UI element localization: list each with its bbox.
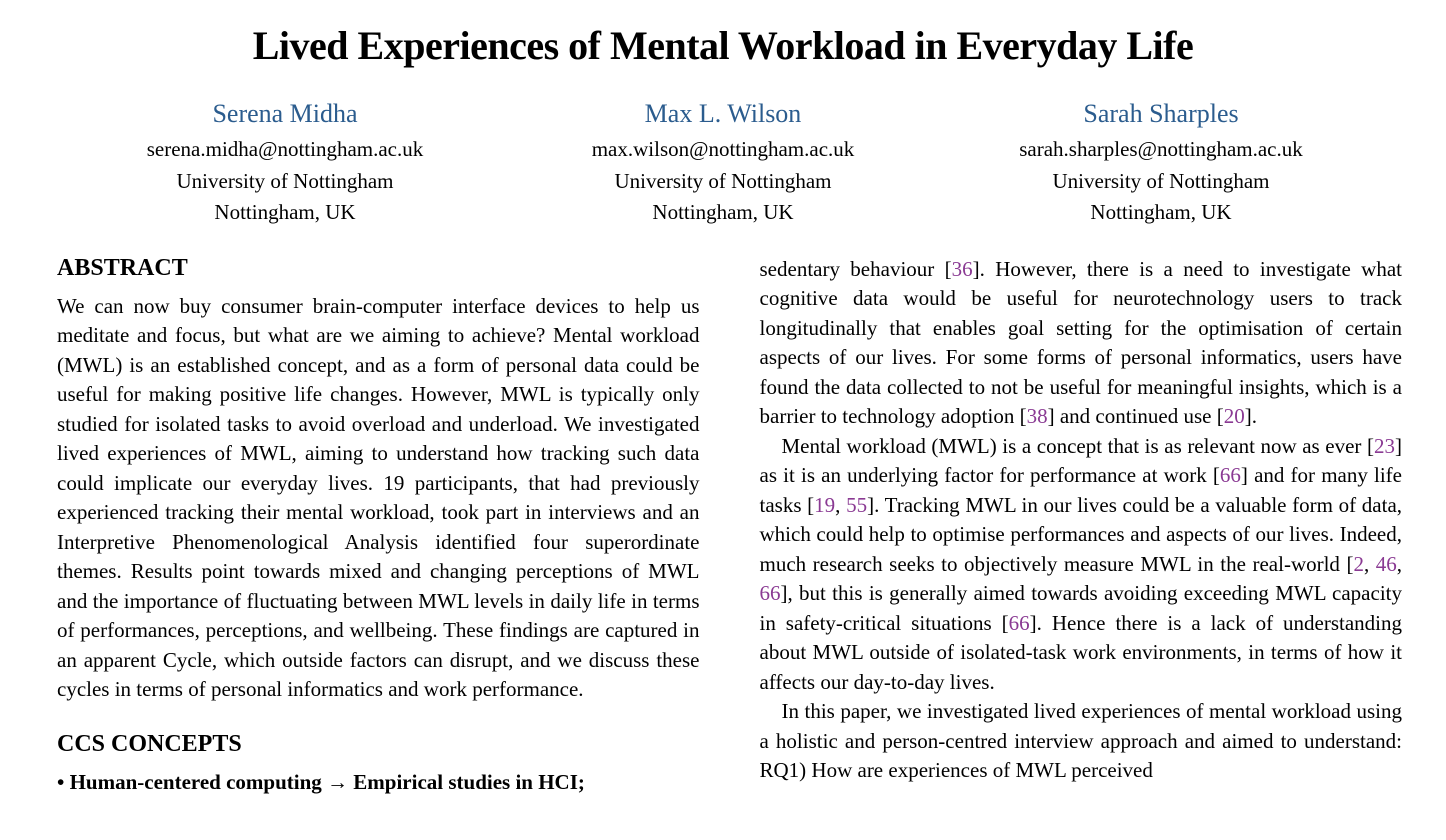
citation-link[interactable]: 23 — [1374, 433, 1395, 458]
author-affiliation: University of Nottingham — [1052, 168, 1270, 193]
author-name: Max L. Wilson — [644, 99, 802, 128]
abstract-heading: ABSTRACT — [57, 254, 188, 281]
ccs-concepts-bullet: • Human-centered computing → Empirical studies in HCI; — [57, 769, 585, 794]
paper-title: Lived Experiences of Mental Workload in Everyday Life — [252, 23, 1194, 68]
citation-link[interactable]: 66 — [1219, 463, 1241, 487]
ccs-concepts-heading: CCS CONCEPTS — [57, 730, 242, 757]
citation-link[interactable]: 2 — [1353, 551, 1364, 576]
author-block-1 — [66, 98, 504, 229]
left-column — [57, 255, 700, 798]
author-location: Nottingham, UK — [1090, 200, 1232, 224]
citation-link[interactable]: 66 — [1008, 610, 1030, 635]
author-block-2 — [504, 98, 942, 229]
author-location: Nottingham, UK — [214, 200, 356, 224]
author-name: Sarah Sharples — [1083, 99, 1239, 128]
author-email: max.wilson@nottingham.ac.uk — [591, 137, 855, 161]
two-column-body — [0, 255, 1446, 798]
authors-row — [0, 98, 1446, 229]
right-column — [760, 255, 1403, 798]
citation-link[interactable]: 20 — [1223, 404, 1245, 428]
paragraph: In this paper, we investigated lived experiences of mental workload using a holistic and person-centred interview approach and aimed to understand: RQ1) How are experiences of MWL perceived — [759, 699, 1402, 782]
author-affiliation: University of Nottingham — [614, 168, 832, 193]
author-location: Nottingham, UK — [652, 200, 794, 224]
citation-link[interactable]: 38 — [1026, 404, 1048, 428]
paragraph: sedentary behaviour [36]. However, there is a need to investigate what cognitive data would be useful for neurotechnology users to track longitudinally that enables goal setting for the optimisation of certain aspects of our lives. For some forms of personal informatics, users have found the data collected to not be useful for meaningful insights, which is a barrier to technology adoption [38] and continued use [20]. — [759, 256, 1402, 428]
paragraph: Mental workload (MWL) is a concept that is as relevant now as ever [23] as it is an underlying factor for performance at work [66] and for many life tasks [19, 55]. Tracking MWL in our lives could be a valuable form of data, which could help to optimise performances and aspects of our lives. Indeed, much research seeks to objectively measure MWL in the real-world [2, 46, 66], but this is generally aimed towards avoiding exceeding MWL capacity in safety-critical situations [66]. Hence there is a lack of understanding about MWL outside of isolated-task work environments, in terms of how it affects our day-to-day lives. — [759, 433, 1403, 694]
citation-link[interactable]: 66 — [759, 581, 781, 605]
citation-link[interactable]: 36 — [951, 256, 973, 281]
author-affiliation: University of Nottingham — [176, 168, 394, 193]
citation-link[interactable]: 46 — [1375, 551, 1397, 576]
author-block-3 — [942, 98, 1380, 229]
citation-link[interactable]: 55 — [846, 492, 868, 517]
abstract-text: We can now buy consumer brain-computer interface devices to help us meditate and focus, but what are we aiming to achieve? Mental workload (MWL) is an established concept, and as a form of personal data could be useful for making positive life changes. However, MWL is typically only studied for isolated tasks to avoid overload and underload. We investigated lived experiences of MWL, aiming to understand how tracking such data could implicate our everyday lives. 19 participants, that had previously experienced tracking their mental workload, took part in interviews and an Interpretive Phenomenological Analysis identified four superordinate themes. Results point towards mixed and changing perceptions of MWL and the importance of fluctuating between MWL levels in daily life in terms of performances, perceptions, and wellbeing. These findings are captured in an apparent Cycle, which outside factors can disrupt, and we discuss these cycles in terms of personal informatics and work performance. — [57, 293, 700, 701]
author-email: sarah.sharples@nottingham.ac.uk — [1019, 137, 1303, 161]
author-name: Serena Midha — [212, 99, 358, 128]
citation-link[interactable]: 19 — [814, 492, 836, 517]
author-email: serena.midha@nottingham.ac.uk — [146, 137, 424, 161]
